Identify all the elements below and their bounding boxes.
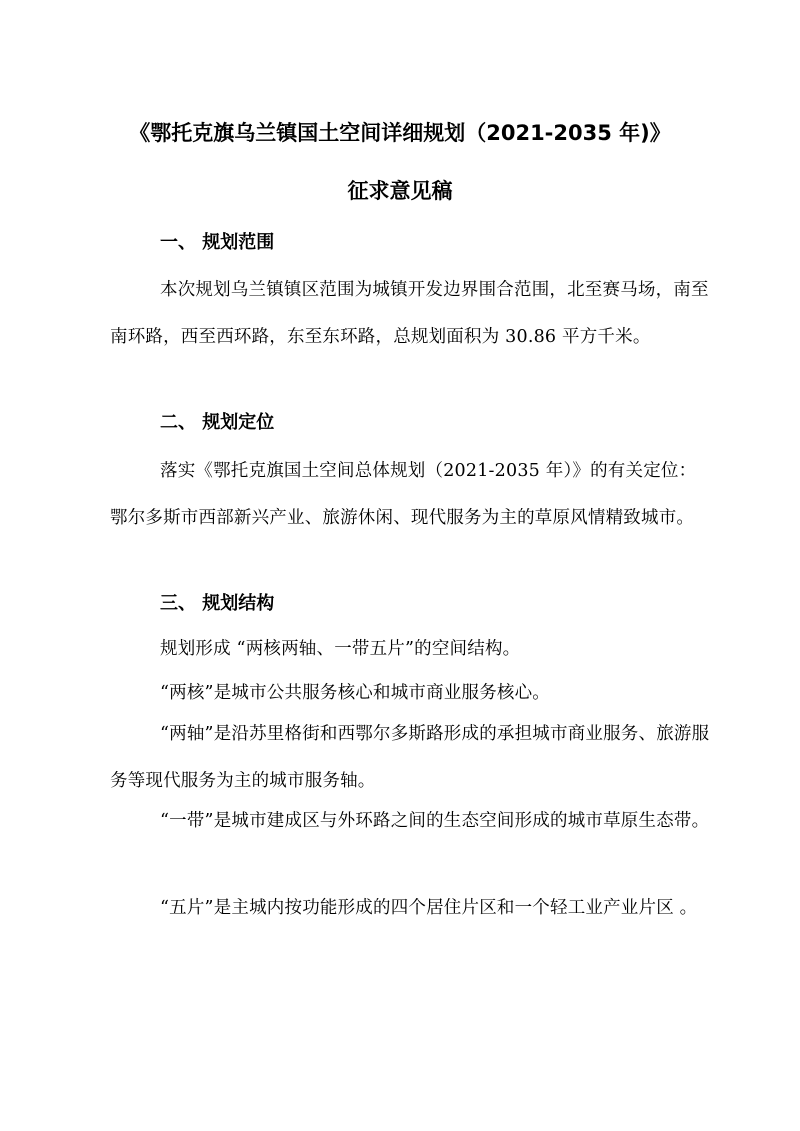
section-heading-positioning: 二、 规划定位 (160, 412, 275, 433)
paragraph-one-belt: “一带”是城市建成区与外环路之间的生态空间形成的城市草原生态带。 (160, 811, 710, 831)
paragraph-two-cores: “两核”是城市公共服务核心和城市商业服务核心。 (160, 683, 550, 703)
document-subtitle: 征求意见稿 (347, 179, 453, 203)
paragraph-scope: 本次规划乌兰镇镇区范围为城镇开发边界围合范围，北至赛马场，南至南环路，西至西环路，东至东环路，总规划面积为 30.86 平方千米。 (110, 280, 709, 347)
paragraph-structure-intro: 规划形成 “两核两轴、一带五片”的空间结构。 (160, 639, 521, 659)
paragraph-positioning: 落实《鄂托克旗国土空间总体规划（2021-2035 年）》的有关定位：鄂尔多斯市西部新兴产业、旅游休闲、现代服务为主的草原风情精致城市。 (110, 461, 697, 528)
document-title: 《鄂托克旗乌兰镇国土空间详细规划（2021-2035 年)》 (129, 121, 671, 145)
section-heading-structure: 三、 规划结构 (160, 593, 275, 614)
paragraph-two-axes: “两轴”是沿苏里格街和西鄂尔多斯路形成的承担城市商业服务、旅游服务等现代服务为主的城市服务轴。 (110, 724, 710, 791)
paragraph-five-districts: “五片”是主城内按功能形成的四个居住片区和一个轻工业产业片区 。 (160, 898, 698, 918)
section-heading-scope: 一、 规划范围 (160, 232, 275, 253)
